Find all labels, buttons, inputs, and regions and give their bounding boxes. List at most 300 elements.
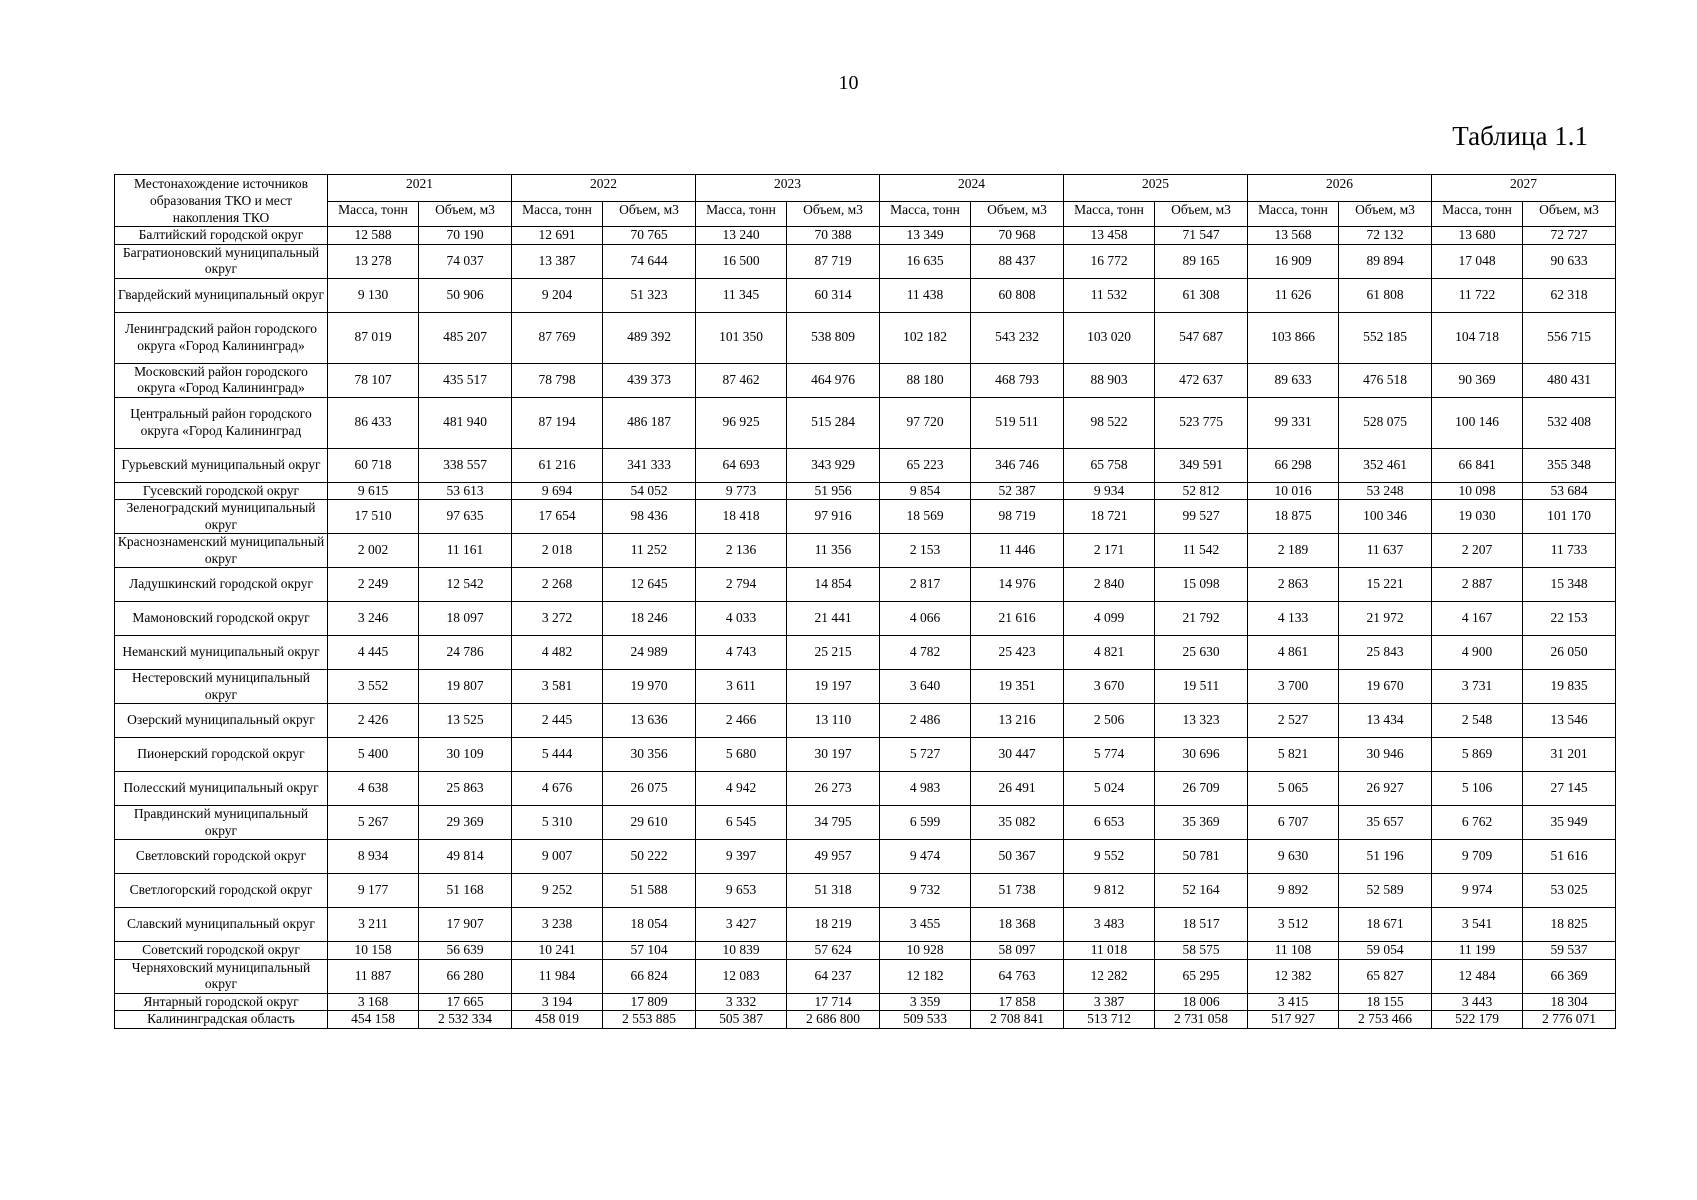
cell-mass: 3 611: [696, 670, 787, 704]
cell-mass: 5 444: [512, 738, 603, 772]
cell-volume: 89 894: [1339, 244, 1432, 278]
cell-volume: 64 237: [787, 959, 880, 993]
cell-volume: 352 461: [1339, 448, 1432, 482]
cell-mass: 2 189: [1248, 534, 1339, 568]
cell-volume: 50 222: [603, 840, 696, 874]
cell-volume: 2 776 071: [1523, 1011, 1616, 1029]
cell-mass: 103 866: [1248, 312, 1339, 363]
cell-volume: 98 719: [971, 500, 1064, 534]
cell-volume: 18 304: [1523, 993, 1616, 1011]
cell-volume: 11 733: [1523, 534, 1616, 568]
waste-volume-table: [114, 174, 1616, 1029]
cell-volume: 87 719: [787, 244, 880, 278]
cell-mass: 87 769: [512, 312, 603, 363]
cell-mass: 11 626: [1248, 278, 1339, 312]
cell-mass: 6 545: [696, 806, 787, 840]
cell-volume: 519 511: [971, 397, 1064, 448]
cell-volume: 21 616: [971, 602, 1064, 636]
cell-mass: 5 869: [1432, 738, 1523, 772]
cell-volume: 58 575: [1155, 942, 1248, 960]
cell-volume: 2 731 058: [1155, 1011, 1248, 1029]
cell-mass: 2 548: [1432, 704, 1523, 738]
cell-volume: 74 644: [603, 244, 696, 278]
cell-mass: 3 455: [880, 908, 971, 942]
cell-mass: 11 108: [1248, 942, 1339, 960]
cell-volume: 49 957: [787, 840, 880, 874]
cell-volume: 552 185: [1339, 312, 1432, 363]
cell-mass: 16 772: [1064, 244, 1155, 278]
header-year: 2026: [1248, 175, 1432, 202]
cell-volume: 17 714: [787, 993, 880, 1011]
cell-volume: 53 684: [1523, 482, 1616, 500]
cell-volume: 100 346: [1339, 500, 1432, 534]
cell-volume: 21 792: [1155, 602, 1248, 636]
cell-mass: 18 875: [1248, 500, 1339, 534]
cell-mass: 9 974: [1432, 874, 1523, 908]
cell-mass: 13 240: [696, 227, 787, 245]
cell-volume: 19 511: [1155, 670, 1248, 704]
cell-mass: 18 418: [696, 500, 787, 534]
cell-mass: 3 731: [1432, 670, 1523, 704]
header-year-row: [115, 175, 1616, 202]
cell-mass: 11 018: [1064, 942, 1155, 960]
cell-mass: 2 018: [512, 534, 603, 568]
cell-mass: 17 654: [512, 500, 603, 534]
cell-mass: 61 216: [512, 448, 603, 482]
row-location-name: Ладушкинский городской округ: [115, 568, 328, 602]
cell-volume: 538 809: [787, 312, 880, 363]
header-year: 2024: [880, 175, 1064, 202]
cell-volume: 35 082: [971, 806, 1064, 840]
cell-volume: 26 491: [971, 772, 1064, 806]
cell-volume: 19 351: [971, 670, 1064, 704]
table-row: [115, 1011, 1616, 1029]
cell-mass: 8 934: [328, 840, 419, 874]
row-location-name: Зеленоградский муниципальный округ: [115, 500, 328, 534]
cell-volume: 51 588: [603, 874, 696, 908]
cell-mass: 3 541: [1432, 908, 1523, 942]
cell-mass: 86 433: [328, 397, 419, 448]
cell-mass: 3 581: [512, 670, 603, 704]
table-row: [115, 670, 1616, 704]
cell-mass: 101 350: [696, 312, 787, 363]
cell-volume: 19 670: [1339, 670, 1432, 704]
cell-volume: 51 956: [787, 482, 880, 500]
cell-mass: 87 194: [512, 397, 603, 448]
table-row: [115, 397, 1616, 448]
cell-volume: 17 809: [603, 993, 696, 1011]
cell-volume: 30 696: [1155, 738, 1248, 772]
cell-volume: 58 097: [971, 942, 1064, 960]
cell-volume: 52 589: [1339, 874, 1432, 908]
cell-mass: 10 158: [328, 942, 419, 960]
cell-volume: 25 423: [971, 636, 1064, 670]
cell-volume: 17 665: [419, 993, 512, 1011]
cell-mass: 3 194: [512, 993, 603, 1011]
cell-mass: 13 387: [512, 244, 603, 278]
cell-mass: 5 065: [1248, 772, 1339, 806]
cell-volume: 26 075: [603, 772, 696, 806]
cell-volume: 53 248: [1339, 482, 1432, 500]
cell-volume: 26 709: [1155, 772, 1248, 806]
table-row: [115, 568, 1616, 602]
cell-volume: 24 989: [603, 636, 696, 670]
cell-volume: 29 369: [419, 806, 512, 840]
cell-mass: 16 635: [880, 244, 971, 278]
row-location-name: Неманский муниципальный округ: [115, 636, 328, 670]
cell-mass: 65 223: [880, 448, 971, 482]
cell-volume: 25 630: [1155, 636, 1248, 670]
cell-mass: 13 568: [1248, 227, 1339, 245]
cell-mass: 4 482: [512, 636, 603, 670]
cell-mass: 3 387: [1064, 993, 1155, 1011]
table-row: [115, 278, 1616, 312]
cell-mass: 4 942: [696, 772, 787, 806]
cell-mass: 17 510: [328, 500, 419, 534]
cell-mass: 505 387: [696, 1011, 787, 1029]
cell-mass: 3 332: [696, 993, 787, 1011]
row-location-name: Краснознаменский муниципальный округ: [115, 534, 328, 568]
cell-mass: 99 331: [1248, 397, 1339, 448]
cell-mass: 66 841: [1432, 448, 1523, 482]
table-title: Таблица 1.1: [1452, 121, 1588, 151]
cell-volume: 30 109: [419, 738, 512, 772]
row-location-name: Мамоновский городской округ: [115, 602, 328, 636]
cell-volume: 22 153: [1523, 602, 1616, 636]
cell-volume: 13 216: [971, 704, 1064, 738]
row-location-name: Гвардейский муниципальный округ: [115, 278, 328, 312]
cell-mass: 458 019: [512, 1011, 603, 1029]
cell-volume: 66 369: [1523, 959, 1616, 993]
cell-volume: 99 527: [1155, 500, 1248, 534]
header-mass: Масса, тонн: [512, 201, 603, 226]
cell-mass: 9 812: [1064, 874, 1155, 908]
cell-volume: 18 825: [1523, 908, 1616, 942]
cell-mass: 65 758: [1064, 448, 1155, 482]
cell-mass: 3 427: [696, 908, 787, 942]
header-year: 2023: [696, 175, 880, 202]
cell-volume: 489 392: [603, 312, 696, 363]
row-location-name: Балтийский городской округ: [115, 227, 328, 245]
row-location-name: Правдинский муниципальный округ: [115, 806, 328, 840]
table-body: [115, 227, 1616, 1029]
header-year: 2025: [1064, 175, 1248, 202]
row-location-name: Гусевский городской округ: [115, 482, 328, 500]
cell-mass: 90 369: [1432, 363, 1523, 397]
header-volume: Объем, м3: [1155, 201, 1248, 226]
cell-volume: 64 763: [971, 959, 1064, 993]
cell-mass: 5 024: [1064, 772, 1155, 806]
cell-mass: 2 506: [1064, 704, 1155, 738]
cell-mass: 12 691: [512, 227, 603, 245]
cell-mass: 3 246: [328, 602, 419, 636]
cell-volume: 35 657: [1339, 806, 1432, 840]
cell-mass: 11 199: [1432, 942, 1523, 960]
cell-volume: 21 972: [1339, 602, 1432, 636]
cell-mass: 12 382: [1248, 959, 1339, 993]
cell-volume: 14 854: [787, 568, 880, 602]
header-mass: Масса, тонн: [1064, 201, 1155, 226]
cell-volume: 57 104: [603, 942, 696, 960]
row-location-name: Центральный район городского округа «Город Калининград: [115, 397, 328, 448]
cell-volume: 30 356: [603, 738, 696, 772]
row-location-name: Славский муниципальный округ: [115, 908, 328, 942]
cell-volume: 65 827: [1339, 959, 1432, 993]
cell-mass: 2 445: [512, 704, 603, 738]
cell-mass: 18 721: [1064, 500, 1155, 534]
cell-mass: 9 204: [512, 278, 603, 312]
cell-mass: 10 928: [880, 942, 971, 960]
cell-volume: 349 591: [1155, 448, 1248, 482]
cell-mass: 10 016: [1248, 482, 1339, 500]
cell-mass: 5 267: [328, 806, 419, 840]
cell-volume: 27 145: [1523, 772, 1616, 806]
cell-mass: 4 861: [1248, 636, 1339, 670]
cell-volume: 60 808: [971, 278, 1064, 312]
cell-volume: 51 738: [971, 874, 1064, 908]
cell-volume: 464 976: [787, 363, 880, 397]
cell-volume: 17 907: [419, 908, 512, 942]
cell-mass: 9 474: [880, 840, 971, 874]
cell-volume: 11 446: [971, 534, 1064, 568]
cell-mass: 3 443: [1432, 993, 1523, 1011]
cell-mass: 4 033: [696, 602, 787, 636]
cell-volume: 346 746: [971, 448, 1064, 482]
cell-volume: 72 132: [1339, 227, 1432, 245]
table-row: [115, 227, 1616, 245]
row-location-name: Пионерский городской округ: [115, 738, 328, 772]
cell-volume: 13 636: [603, 704, 696, 738]
cell-mass: 9 934: [1064, 482, 1155, 500]
cell-mass: 4 782: [880, 636, 971, 670]
cell-volume: 485 207: [419, 312, 512, 363]
cell-volume: 62 318: [1523, 278, 1616, 312]
cell-volume: 18 219: [787, 908, 880, 942]
cell-volume: 51 196: [1339, 840, 1432, 874]
cell-mass: 9 630: [1248, 840, 1339, 874]
header-mass: Масса, тонн: [1248, 201, 1339, 226]
cell-mass: 17 048: [1432, 244, 1523, 278]
header-volume: Объем, м3: [603, 201, 696, 226]
cell-mass: 4 983: [880, 772, 971, 806]
header-mass: Масса, тонн: [1432, 201, 1523, 226]
cell-volume: 18 006: [1155, 993, 1248, 1011]
cell-volume: 24 786: [419, 636, 512, 670]
cell-volume: 97 635: [419, 500, 512, 534]
cell-volume: 53 613: [419, 482, 512, 500]
cell-volume: 57 624: [787, 942, 880, 960]
row-location-name: Светловский городской округ: [115, 840, 328, 874]
cell-mass: 6 653: [1064, 806, 1155, 840]
cell-volume: 61 308: [1155, 278, 1248, 312]
cell-mass: 97 720: [880, 397, 971, 448]
cell-volume: 59 054: [1339, 942, 1432, 960]
table-row: [115, 312, 1616, 363]
cell-mass: 9 854: [880, 482, 971, 500]
cell-mass: 19 030: [1432, 500, 1523, 534]
cell-mass: 5 400: [328, 738, 419, 772]
cell-mass: 4 638: [328, 772, 419, 806]
cell-volume: 515 284: [787, 397, 880, 448]
cell-mass: 100 146: [1432, 397, 1523, 448]
cell-volume: 54 052: [603, 482, 696, 500]
cell-mass: 4 821: [1064, 636, 1155, 670]
cell-mass: 13 349: [880, 227, 971, 245]
table-row: [115, 482, 1616, 500]
table-row: [115, 993, 1616, 1011]
cell-volume: 66 280: [419, 959, 512, 993]
cell-mass: 2 249: [328, 568, 419, 602]
cell-mass: 3 272: [512, 602, 603, 636]
cell-volume: 18 368: [971, 908, 1064, 942]
cell-volume: 26 050: [1523, 636, 1616, 670]
row-location-name: Гурьевский муниципальный округ: [115, 448, 328, 482]
cell-mass: 4 900: [1432, 636, 1523, 670]
cell-volume: 2 708 841: [971, 1011, 1064, 1029]
cell-volume: 468 793: [971, 363, 1064, 397]
cell-mass: 2 268: [512, 568, 603, 602]
cell-mass: 16 500: [696, 244, 787, 278]
cell-mass: 2 840: [1064, 568, 1155, 602]
cell-volume: 52 387: [971, 482, 1064, 500]
cell-volume: 21 441: [787, 602, 880, 636]
cell-volume: 14 976: [971, 568, 1064, 602]
cell-mass: 3 700: [1248, 670, 1339, 704]
cell-volume: 60 314: [787, 278, 880, 312]
table-row: [115, 704, 1616, 738]
cell-volume: 51 318: [787, 874, 880, 908]
cell-volume: 2 553 885: [603, 1011, 696, 1029]
cell-volume: 11 356: [787, 534, 880, 568]
cell-mass: 2 002: [328, 534, 419, 568]
cell-mass: 5 680: [696, 738, 787, 772]
cell-volume: 19 807: [419, 670, 512, 704]
cell-volume: 15 221: [1339, 568, 1432, 602]
cell-volume: 12 645: [603, 568, 696, 602]
cell-volume: 98 436: [603, 500, 696, 534]
cell-mass: 13 458: [1064, 227, 1155, 245]
cell-volume: 556 715: [1523, 312, 1616, 363]
cell-volume: 13 546: [1523, 704, 1616, 738]
cell-mass: 522 179: [1432, 1011, 1523, 1029]
cell-mass: 2 527: [1248, 704, 1339, 738]
header-volume: Объем, м3: [1523, 201, 1616, 226]
cell-mass: 4 133: [1248, 602, 1339, 636]
cell-mass: 2 794: [696, 568, 787, 602]
cell-mass: 11 438: [880, 278, 971, 312]
cell-mass: 9 177: [328, 874, 419, 908]
table-row: [115, 244, 1616, 278]
cell-volume: 72 727: [1523, 227, 1616, 245]
cell-mass: 78 798: [512, 363, 603, 397]
cell-volume: 17 858: [971, 993, 1064, 1011]
cell-volume: 18 517: [1155, 908, 1248, 942]
cell-volume: 11 161: [419, 534, 512, 568]
cell-mass: 3 238: [512, 908, 603, 942]
cell-volume: 13 323: [1155, 704, 1248, 738]
cell-mass: 9 653: [696, 874, 787, 908]
cell-mass: 103 020: [1064, 312, 1155, 363]
cell-volume: 19 970: [603, 670, 696, 704]
table-row: [115, 534, 1616, 568]
cell-volume: 50 367: [971, 840, 1064, 874]
cell-mass: 2 136: [696, 534, 787, 568]
table-row: [115, 772, 1616, 806]
table-row: [115, 942, 1616, 960]
cell-volume: 51 616: [1523, 840, 1616, 874]
table-row: [115, 874, 1616, 908]
cell-volume: 51 323: [603, 278, 696, 312]
cell-volume: 52 812: [1155, 482, 1248, 500]
cell-mass: 2 817: [880, 568, 971, 602]
cell-mass: 11 887: [328, 959, 419, 993]
cell-mass: 102 182: [880, 312, 971, 363]
cell-volume: 88 437: [971, 244, 1064, 278]
cell-volume: 70 190: [419, 227, 512, 245]
cell-mass: 10 098: [1432, 482, 1523, 500]
cell-mass: 9 732: [880, 874, 971, 908]
table-row: [115, 840, 1616, 874]
row-location-name: Советский городской округ: [115, 942, 328, 960]
header-mass: Масса, тонн: [880, 201, 971, 226]
cell-mass: 454 158: [328, 1011, 419, 1029]
cell-mass: 513 712: [1064, 1011, 1155, 1029]
cell-volume: 2 532 334: [419, 1011, 512, 1029]
cell-volume: 25 863: [419, 772, 512, 806]
row-location-name: Озерский муниципальный округ: [115, 704, 328, 738]
header-volume: Объем, м3: [419, 201, 512, 226]
cell-volume: 480 431: [1523, 363, 1616, 397]
cell-volume: 486 187: [603, 397, 696, 448]
cell-volume: 70 765: [603, 227, 696, 245]
cell-volume: 34 795: [787, 806, 880, 840]
cell-mass: 98 522: [1064, 397, 1155, 448]
cell-mass: 104 718: [1432, 312, 1523, 363]
cell-mass: 5 774: [1064, 738, 1155, 772]
cell-mass: 3 552: [328, 670, 419, 704]
cell-volume: 472 637: [1155, 363, 1248, 397]
cell-mass: 12 182: [880, 959, 971, 993]
cell-mass: 4 743: [696, 636, 787, 670]
header-volume: Объем, м3: [971, 201, 1064, 226]
row-location-name: Московский район городского округа «Город Калининград»: [115, 363, 328, 397]
cell-volume: 19 197: [787, 670, 880, 704]
header-year: 2022: [512, 175, 696, 202]
cell-mass: 2 863: [1248, 568, 1339, 602]
cell-mass: 2 887: [1432, 568, 1523, 602]
row-location-name: Черняховский муниципальный округ: [115, 959, 328, 993]
cell-volume: 13 110: [787, 704, 880, 738]
row-location-name: Полесский муниципальный округ: [115, 772, 328, 806]
cell-volume: 547 687: [1155, 312, 1248, 363]
cell-mass: 2 207: [1432, 534, 1523, 568]
cell-mass: 5 821: [1248, 738, 1339, 772]
table-row: [115, 959, 1616, 993]
cell-mass: 2 153: [880, 534, 971, 568]
cell-mass: 12 484: [1432, 959, 1523, 993]
cell-volume: 35 369: [1155, 806, 1248, 840]
row-location-name: Светлогорский городской округ: [115, 874, 328, 908]
cell-mass: 4 099: [1064, 602, 1155, 636]
table-row: [115, 602, 1616, 636]
cell-volume: 11 542: [1155, 534, 1248, 568]
cell-mass: 2 426: [328, 704, 419, 738]
cell-mass: 2 486: [880, 704, 971, 738]
cell-volume: 50 906: [419, 278, 512, 312]
cell-mass: 3 670: [1064, 670, 1155, 704]
cell-mass: 11 722: [1432, 278, 1523, 312]
cell-mass: 88 180: [880, 363, 971, 397]
